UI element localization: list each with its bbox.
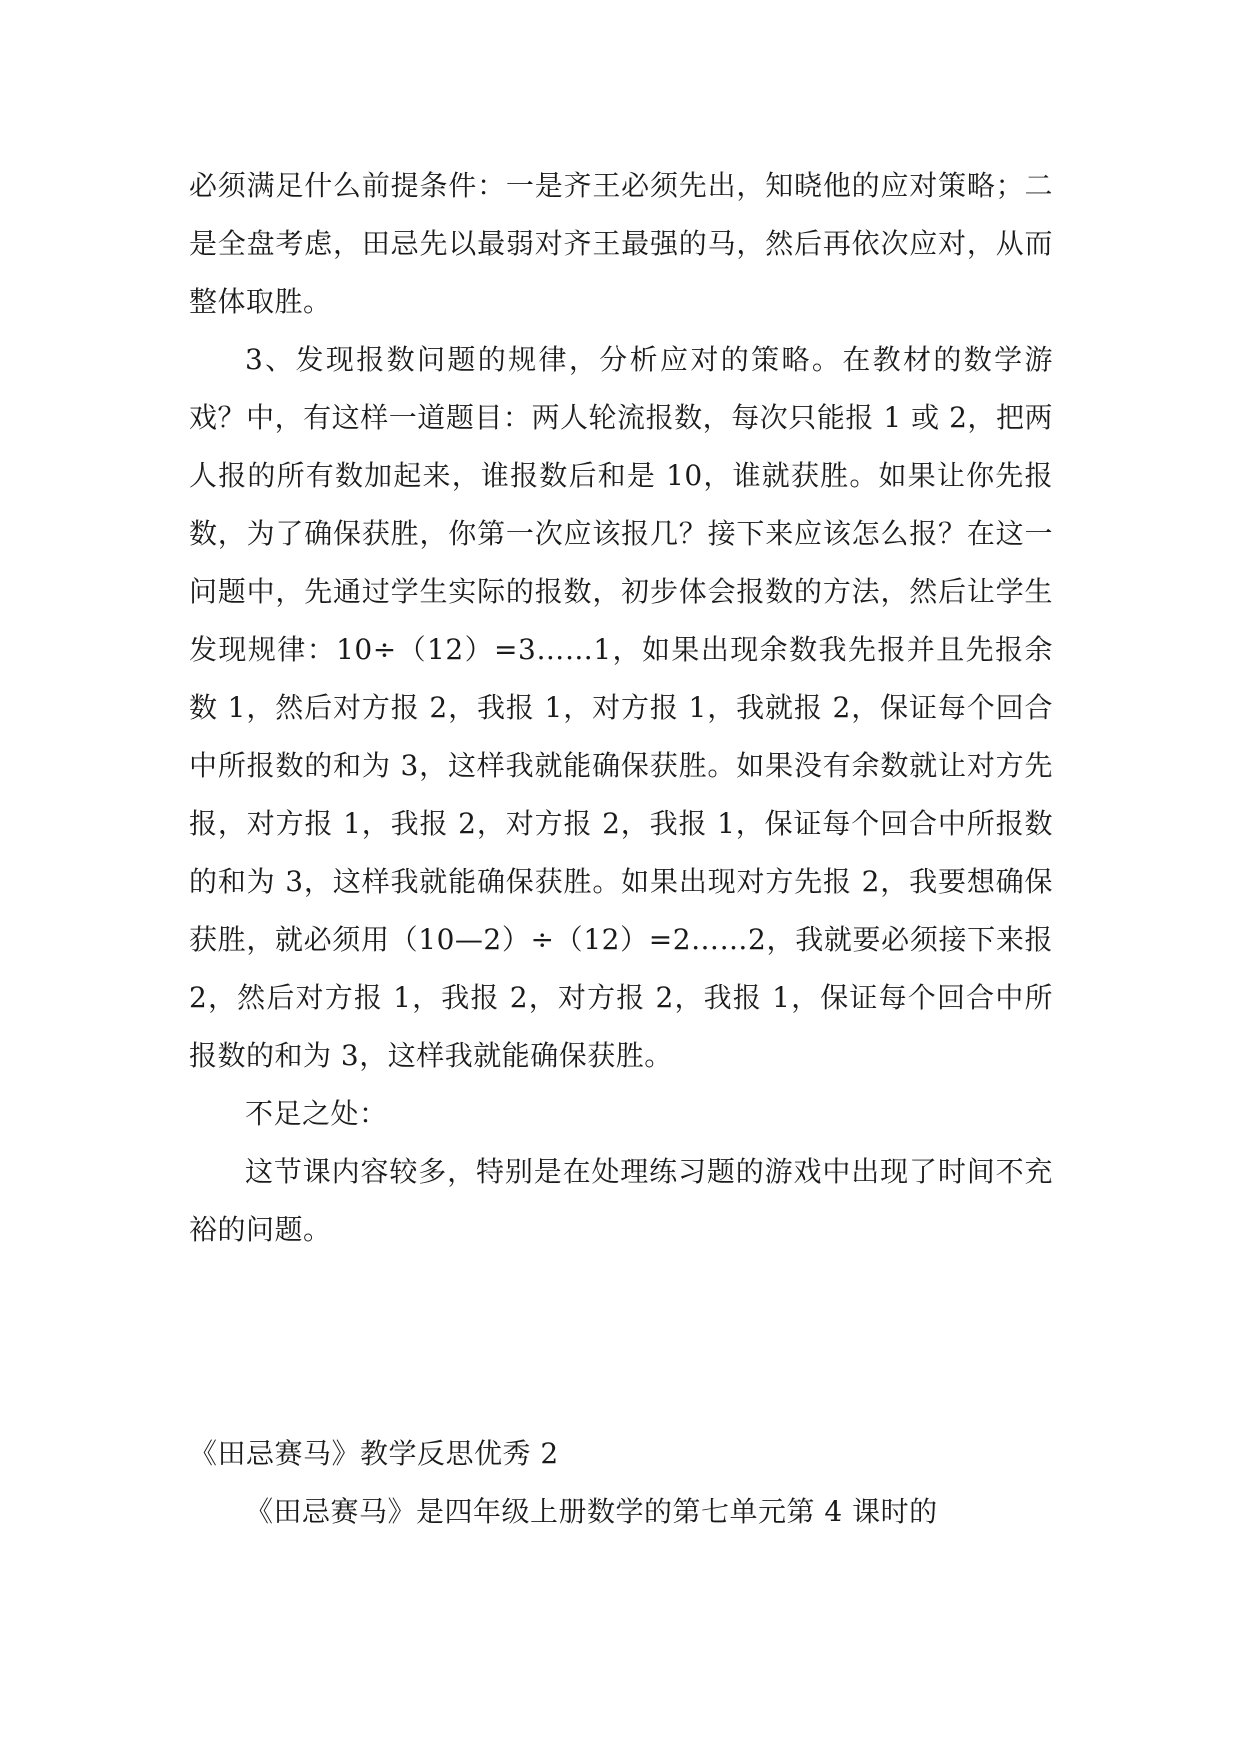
section-title-block (189, 1425, 1053, 1483)
intro-paragraph: 《田忌赛马》是四年级上册数学的第七单元第 4 课时的 (245, 1495, 938, 1528)
paragraph-4: 这节课内容较多，特别是在处理练习题的游戏中出现了时间不充裕的问题。 (189, 1155, 1053, 1246)
section-title: 《田忌赛马》教学反思优秀 2 (189, 1437, 559, 1470)
intro-block (189, 1483, 1053, 1541)
paragraph-2: 3、发现报数问题的规律，分析应对的策略。在教材的数学游戏？中，有这样一道题目：两人轮流报数，每次只能报 1 或 2，把两人报的所有数加起来，谁报数后和是 10，谁就获胜。如果让你先报数，为了确保获胜，你第一次应该报几？接下来应该怎么报？在这一问题中，先通过学生实际的报数，初步体会报数的方法，然后让学生发现规律：10÷（12）=3……1，如果出现余数我先报并且先报余数 1，然后对方报 2，我报 1，对方报 1，我就报 2，保证每个回合中所报数的和为 3，这样我就能确保获胜。如果没有余数就让对方先报，对方报 1，我报 2，对方报 2，我报 1，保证每个回合中所报数的和为 3，这样我就能确保获胜。如果出现对方先报 2，我要想确保获胜，就必须用（10—2）÷（12）=2……2，我就要必须接下来报 2，然后对方报 1，我报 2，对方报 2，我报 1，保证每个回合中所报数的和为 3，这样我就能确保获胜。 (189, 343, 1053, 1072)
paragraph-3: 不足之处： (245, 1097, 388, 1130)
body-text (189, 157, 1053, 1259)
paragraph-1: 必须满足什么前提条件：一是齐王必须先出，知晓他的应对策略；二是全盘考虑，田忌先以最弱对齐王最强的马，然后再依次应对，从而整体取胜。 (189, 169, 1053, 318)
